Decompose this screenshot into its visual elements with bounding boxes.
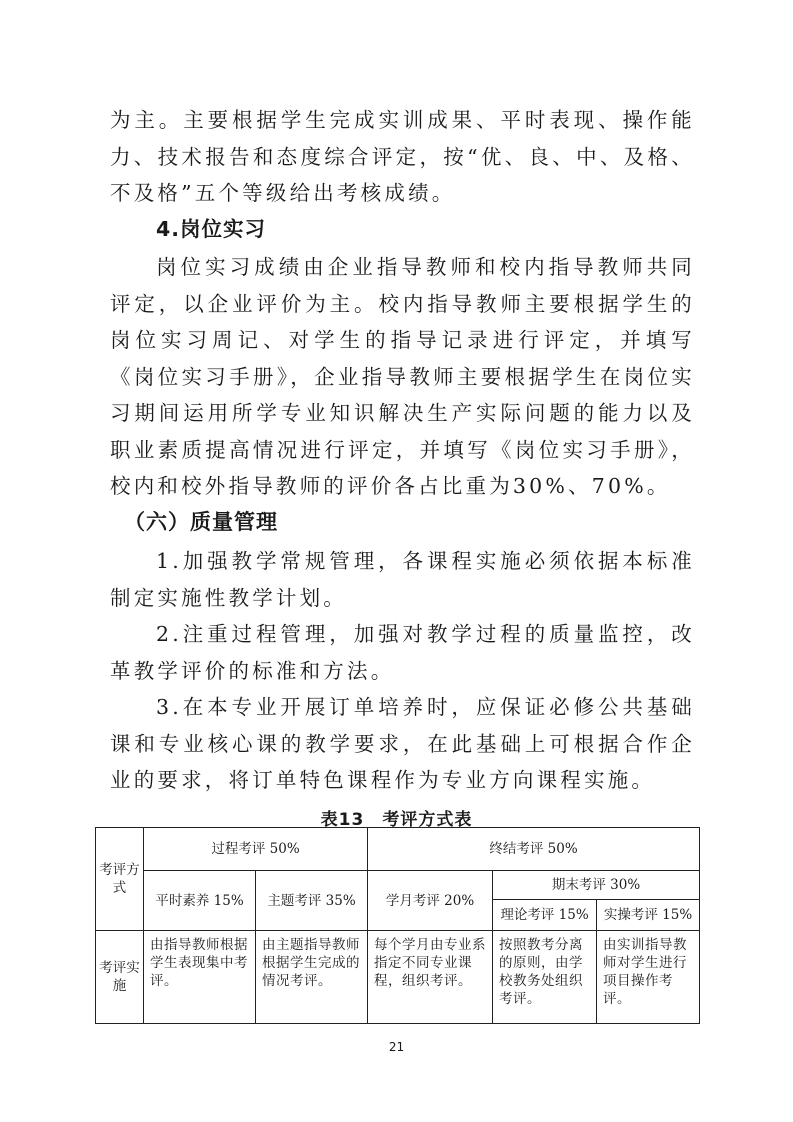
table-row [96, 871, 700, 900]
paragraph-text: 1.加强教学常规管理，各课程实施必须依据本标准制定实施性教学计划。 [110, 549, 695, 610]
row-header-impl: 考评实施 [96, 931, 144, 1024]
paragraph-quality-1 [110, 543, 695, 616]
cell-impl-daily: 由指导教师根据学生表现集中考评。 [144, 931, 256, 1024]
cell-impl-monthly: 每个学月由专业系指定不同专业课程，组织考评。 [368, 931, 493, 1024]
paragraph-quality-3 [110, 689, 695, 799]
header-final: 终结考评 50% [368, 828, 700, 871]
table-row [96, 828, 700, 871]
paragraph-text: 岗位实习成绩由企业指导教师和校内指导教师共同评定，以企业评价为主。校内指导教师主要根据学生的岗位实习周记、对学生的指导记录进行评定，并填写《岗位实习手册》，企业指导教师主要根据学生在岗位实习期间运用所学专业知识解决生产实际问题的能力以及职业素质提高情况进行评定，并填写《岗位实习手册》，校内和校外指导教师的评价各占比重为30%、70%。 [110, 255, 695, 498]
header-daily: 平时素养 15% [144, 871, 256, 931]
paragraph-text: 3.在本专业开展订单培养时，应保证必修公共基础课和专业核心课的教学要求，在此基础上可根据合作企业的要求，将订单特色课程作为专业方向课程实施。 [110, 695, 695, 792]
page-number: 21 [388, 1040, 405, 1054]
paragraph-text: 2.注重过程管理，加强对教学过程的质量监控，改革教学评价的标准和方法。 [110, 622, 695, 683]
header-process: 过程考评 50% [144, 828, 368, 871]
assessment-table [95, 827, 700, 1024]
paragraph-quality-2 [110, 616, 695, 689]
header-practice: 实操考评 15% [597, 900, 700, 931]
section-heading-quality: （六）质量管理 [124, 510, 278, 534]
paragraph-internship [110, 249, 695, 505]
section-heading-internship: 4.岗位实习 [156, 217, 267, 241]
header-theory: 理论考评 15% [493, 900, 597, 931]
cell-impl-practice: 由实训指导教师对学生进行项目操作考评。 [597, 931, 700, 1024]
table-row [96, 931, 700, 1024]
row-header-method: 考评方式 [96, 828, 144, 931]
table-caption: 表13 考评方式表 [320, 810, 473, 830]
header-theme: 主题考评 35% [256, 871, 368, 931]
header-monthly: 学月考评 20% [368, 871, 493, 931]
cell-impl-theme: 由主题指导教师根据学生完成的情况考评。 [256, 931, 368, 1024]
paragraph-practice-assessment [110, 102, 695, 212]
cell-impl-theory: 按照教考分离的原则，由学校教务处组织考评。 [493, 931, 597, 1024]
header-term-end: 期末考评 30% [493, 871, 700, 900]
paragraph-text: 为主。主要根据学生完成实训成果、平时表现、操作能力、技术报告和态度综合评定，按“优、良、中、及格、不及格”五个等级给出考核成绩。 [110, 108, 695, 205]
